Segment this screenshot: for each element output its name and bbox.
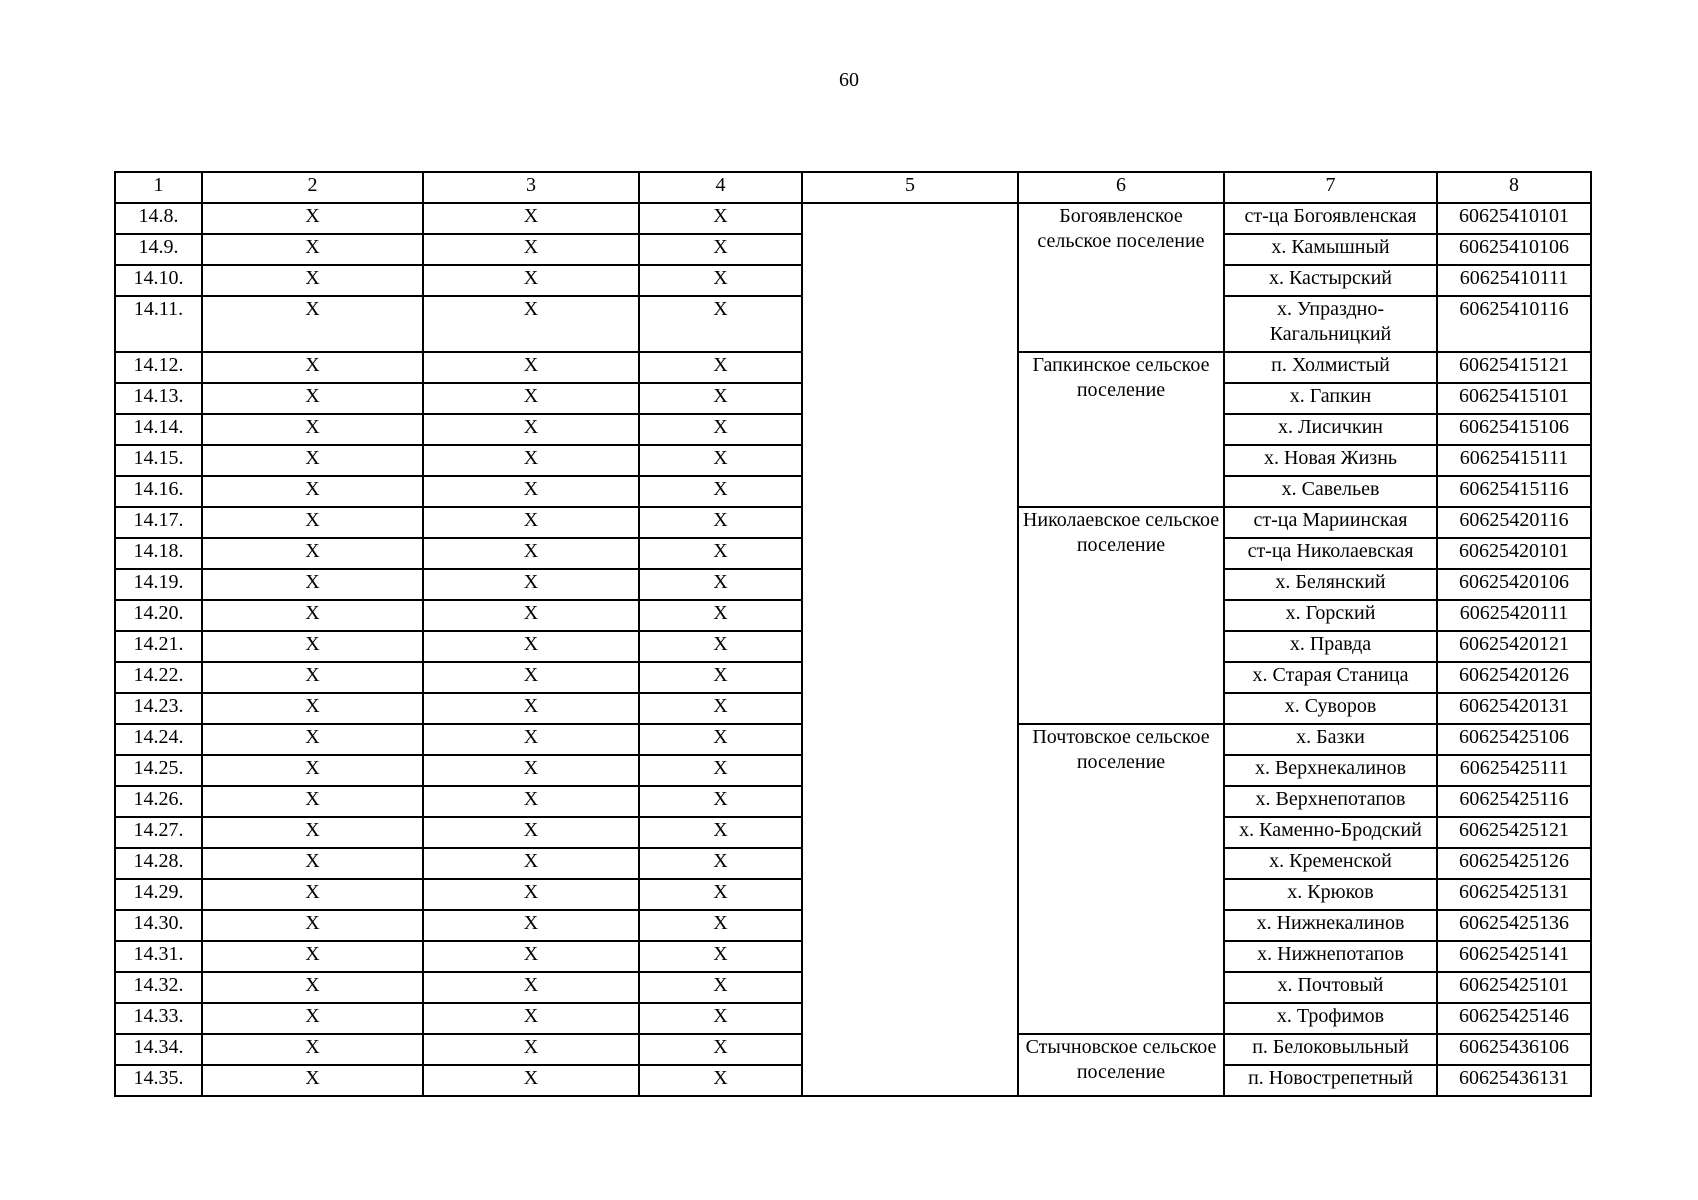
locality-name: х. Упраздно-Кагальницкий xyxy=(1224,296,1437,352)
oktmo-code: 60625425126 xyxy=(1437,848,1591,879)
locality-name: х. Суворов xyxy=(1224,693,1437,724)
cell-col3: X xyxy=(423,352,639,383)
cell-col4: X xyxy=(639,1065,802,1096)
oktmo-code: 60625436131 xyxy=(1437,1065,1591,1096)
row-number: 14.11. xyxy=(115,296,202,352)
cell-col2: X xyxy=(202,1065,423,1096)
header-cell-8: 8 xyxy=(1437,172,1591,203)
row-number: 14.29. xyxy=(115,879,202,910)
row-number: 14.13. xyxy=(115,383,202,414)
oktmo-code: 60625415116 xyxy=(1437,476,1591,507)
cell-col3: X xyxy=(423,662,639,693)
cell-col3: X xyxy=(423,569,639,600)
oktmo-code: 60625436106 xyxy=(1437,1034,1591,1065)
header-row xyxy=(115,172,1591,203)
row-number: 14.8. xyxy=(115,203,202,234)
oktmo-code: 60625425131 xyxy=(1437,879,1591,910)
oktmo-code: 60625420106 xyxy=(1437,569,1591,600)
row-number: 14.20. xyxy=(115,600,202,631)
cell-col2: X xyxy=(202,234,423,265)
oktmo-code: 60625425146 xyxy=(1437,1003,1591,1034)
cell-col2: X xyxy=(202,600,423,631)
oktmo-code: 60625415101 xyxy=(1437,383,1591,414)
cell-col3: X xyxy=(423,600,639,631)
oktmo-code: 60625415111 xyxy=(1437,445,1591,476)
cell-col2: X xyxy=(202,203,423,234)
row-number: 14.18. xyxy=(115,538,202,569)
oktmo-code: 60625425101 xyxy=(1437,972,1591,1003)
cell-col4: X xyxy=(639,383,802,414)
oktmo-code: 60625410116 xyxy=(1437,296,1591,352)
cell-col2: X xyxy=(202,1003,423,1034)
locality-name: х. Савельев xyxy=(1224,476,1437,507)
cell-col4: X xyxy=(639,755,802,786)
cell-col2: X xyxy=(202,755,423,786)
header-cell-7: 7 xyxy=(1224,172,1437,203)
cell-col4: X xyxy=(639,445,802,476)
cell-col2: X xyxy=(202,1034,423,1065)
oktmo-code: 60625425111 xyxy=(1437,755,1591,786)
oktmo-code: 60625420131 xyxy=(1437,693,1591,724)
cell-col2: X xyxy=(202,817,423,848)
cell-col3: X xyxy=(423,755,639,786)
row-number: 14.33. xyxy=(115,1003,202,1034)
cell-col4: X xyxy=(639,848,802,879)
cell-col2: X xyxy=(202,972,423,1003)
row-number: 14.32. xyxy=(115,972,202,1003)
oktmo-code: 60625420101 xyxy=(1437,538,1591,569)
cell-col4: X xyxy=(639,972,802,1003)
cell-col2: X xyxy=(202,476,423,507)
oktmo-code: 60625425116 xyxy=(1437,786,1591,817)
locality-name: х. Верхнепотапов xyxy=(1224,786,1437,817)
locality-name: х. Лисичкин xyxy=(1224,414,1437,445)
locality-name: х. Гапкин xyxy=(1224,383,1437,414)
oktmo-code: 60625425121 xyxy=(1437,817,1591,848)
cell-col3: X xyxy=(423,879,639,910)
oktmo-code: 60625425136 xyxy=(1437,910,1591,941)
locality-name: п. Новострепетный xyxy=(1224,1065,1437,1096)
cell-col3: X xyxy=(423,265,639,296)
row-number: 14.10. xyxy=(115,265,202,296)
row-number: 14.16. xyxy=(115,476,202,507)
cell-col2: X xyxy=(202,507,423,538)
cell-col4: X xyxy=(639,693,802,724)
locality-name: х. Трофимов xyxy=(1224,1003,1437,1034)
table-body xyxy=(115,172,1591,1096)
cell-col4: X xyxy=(639,538,802,569)
cell-col3: X xyxy=(423,296,639,352)
locality-name: х. Крюков xyxy=(1224,879,1437,910)
row-number: 14.27. xyxy=(115,817,202,848)
row-number: 14.21. xyxy=(115,631,202,662)
cell-col3: X xyxy=(423,631,639,662)
cell-col4: X xyxy=(639,631,802,662)
oktmo-code: 60625425106 xyxy=(1437,724,1591,755)
cell-col3: X xyxy=(423,476,639,507)
cell-col4: X xyxy=(639,352,802,383)
row-number: 14.22. xyxy=(115,662,202,693)
oktmo-code: 60625415121 xyxy=(1437,352,1591,383)
cell-col3: X xyxy=(423,724,639,755)
locality-name: х. Нижнекалинов xyxy=(1224,910,1437,941)
cell-col2: X xyxy=(202,538,423,569)
cell-col3: X xyxy=(423,693,639,724)
header-cell-5: 5 xyxy=(802,172,1018,203)
table-row xyxy=(115,203,1591,234)
oktmo-code: 60625420111 xyxy=(1437,600,1591,631)
row-number: 14.25. xyxy=(115,755,202,786)
oktmo-code: 60625420126 xyxy=(1437,662,1591,693)
cell-col2: X xyxy=(202,631,423,662)
cell-col2: X xyxy=(202,724,423,755)
settlement-group-name: Гапкинское сельское поселение xyxy=(1018,352,1224,507)
header-cell-2: 2 xyxy=(202,172,423,203)
locality-name: х. Старая Станица xyxy=(1224,662,1437,693)
oktmo-code: 60625420116 xyxy=(1437,507,1591,538)
cell-col4: X xyxy=(639,910,802,941)
locality-name: ст-ца Богоявленская xyxy=(1224,203,1437,234)
cell-col2: X xyxy=(202,383,423,414)
page-number: 60 xyxy=(839,69,859,91)
cell-col2: X xyxy=(202,445,423,476)
row-number: 14.28. xyxy=(115,848,202,879)
settlement-group-name: Стычновское сельское поселение xyxy=(1018,1034,1224,1096)
locality-name: п. Холмистый xyxy=(1224,352,1437,383)
locality-name: х. Новая Жизнь xyxy=(1224,445,1437,476)
cell-col4: X xyxy=(639,941,802,972)
row-number: 14.31. xyxy=(115,941,202,972)
cell-col3: X xyxy=(423,538,639,569)
cell-col3: X xyxy=(423,848,639,879)
cell-col4: X xyxy=(639,476,802,507)
settlement-group-name: Богоявленское сельское поселение xyxy=(1018,203,1224,352)
cell-col2: X xyxy=(202,569,423,600)
row-number: 14.34. xyxy=(115,1034,202,1065)
cell-col3: X xyxy=(423,1003,639,1034)
settlements-table xyxy=(114,171,1592,1097)
row-number: 14.17. xyxy=(115,507,202,538)
cell-col4: X xyxy=(639,786,802,817)
header-cell-1: 1 xyxy=(115,172,202,203)
locality-name: х. Верхнекалинов xyxy=(1224,755,1437,786)
row-number: 14.12. xyxy=(115,352,202,383)
cell-col4: X xyxy=(639,817,802,848)
locality-name: х. Каменно-Бродский xyxy=(1224,817,1437,848)
header-cell-6: 6 xyxy=(1018,172,1224,203)
row-number: 14.24. xyxy=(115,724,202,755)
cell-col3: X xyxy=(423,507,639,538)
header-cell-4: 4 xyxy=(639,172,802,203)
locality-name: х. Кременской xyxy=(1224,848,1437,879)
cell-col2: X xyxy=(202,693,423,724)
column5-merged-cell xyxy=(802,203,1018,1096)
row-number: 14.26. xyxy=(115,786,202,817)
settlement-group-name: Николаевское сельское поселение xyxy=(1018,507,1224,724)
cell-col2: X xyxy=(202,786,423,817)
oktmo-code: 60625410106 xyxy=(1437,234,1591,265)
cell-col3: X xyxy=(423,1034,639,1065)
oktmo-code: 60625425141 xyxy=(1437,941,1591,972)
cell-col4: X xyxy=(639,1034,802,1065)
cell-col3: X xyxy=(423,941,639,972)
cell-col4: X xyxy=(639,600,802,631)
cell-col4: X xyxy=(639,296,802,352)
locality-name: х. Горский xyxy=(1224,600,1437,631)
locality-name: х. Камышный xyxy=(1224,234,1437,265)
cell-col3: X xyxy=(423,414,639,445)
row-number: 14.15. xyxy=(115,445,202,476)
cell-col3: X xyxy=(423,234,639,265)
cell-col4: X xyxy=(639,662,802,693)
row-number: 14.19. xyxy=(115,569,202,600)
cell-col2: X xyxy=(202,265,423,296)
locality-name: х. Кастырский xyxy=(1224,265,1437,296)
cell-col4: X xyxy=(639,724,802,755)
cell-col3: X xyxy=(423,786,639,817)
cell-col2: X xyxy=(202,879,423,910)
cell-col2: X xyxy=(202,662,423,693)
locality-name: х. Почтовый xyxy=(1224,972,1437,1003)
locality-name: х. Правда xyxy=(1224,631,1437,662)
cell-col4: X xyxy=(639,569,802,600)
cell-col2: X xyxy=(202,414,423,445)
row-number: 14.23. xyxy=(115,693,202,724)
cell-col4: X xyxy=(639,507,802,538)
locality-name: х. Базки xyxy=(1224,724,1437,755)
cell-col4: X xyxy=(639,1003,802,1034)
cell-col2: X xyxy=(202,910,423,941)
cell-col4: X xyxy=(639,879,802,910)
cell-col3: X xyxy=(423,445,639,476)
locality-name: х. Нижнепотапов xyxy=(1224,941,1437,972)
row-number: 14.14. xyxy=(115,414,202,445)
cell-col4: X xyxy=(639,265,802,296)
settlement-group-name: Почтовское сельское поселение xyxy=(1018,724,1224,1034)
locality-name: ст-ца Николаевская xyxy=(1224,538,1437,569)
locality-name: х. Белянский xyxy=(1224,569,1437,600)
header-cell-3: 3 xyxy=(423,172,639,203)
cell-col3: X xyxy=(423,203,639,234)
cell-col3: X xyxy=(423,817,639,848)
cell-col3: X xyxy=(423,910,639,941)
cell-col2: X xyxy=(202,941,423,972)
cell-col2: X xyxy=(202,848,423,879)
oktmo-code: 60625420121 xyxy=(1437,631,1591,662)
oktmo-code: 60625415106 xyxy=(1437,414,1591,445)
row-number: 14.9. xyxy=(115,234,202,265)
cell-col2: X xyxy=(202,296,423,352)
locality-name: ст-ца Мариинская xyxy=(1224,507,1437,538)
cell-col3: X xyxy=(423,1065,639,1096)
row-number: 14.30. xyxy=(115,910,202,941)
cell-col3: X xyxy=(423,972,639,1003)
cell-col3: X xyxy=(423,383,639,414)
cell-col4: X xyxy=(639,414,802,445)
cell-col4: X xyxy=(639,203,802,234)
row-number: 14.35. xyxy=(115,1065,202,1096)
oktmo-code: 60625410111 xyxy=(1437,265,1591,296)
locality-name: п. Белоковыльный xyxy=(1224,1034,1437,1065)
cell-col2: X xyxy=(202,352,423,383)
oktmo-code: 60625410101 xyxy=(1437,203,1591,234)
cell-col4: X xyxy=(639,234,802,265)
